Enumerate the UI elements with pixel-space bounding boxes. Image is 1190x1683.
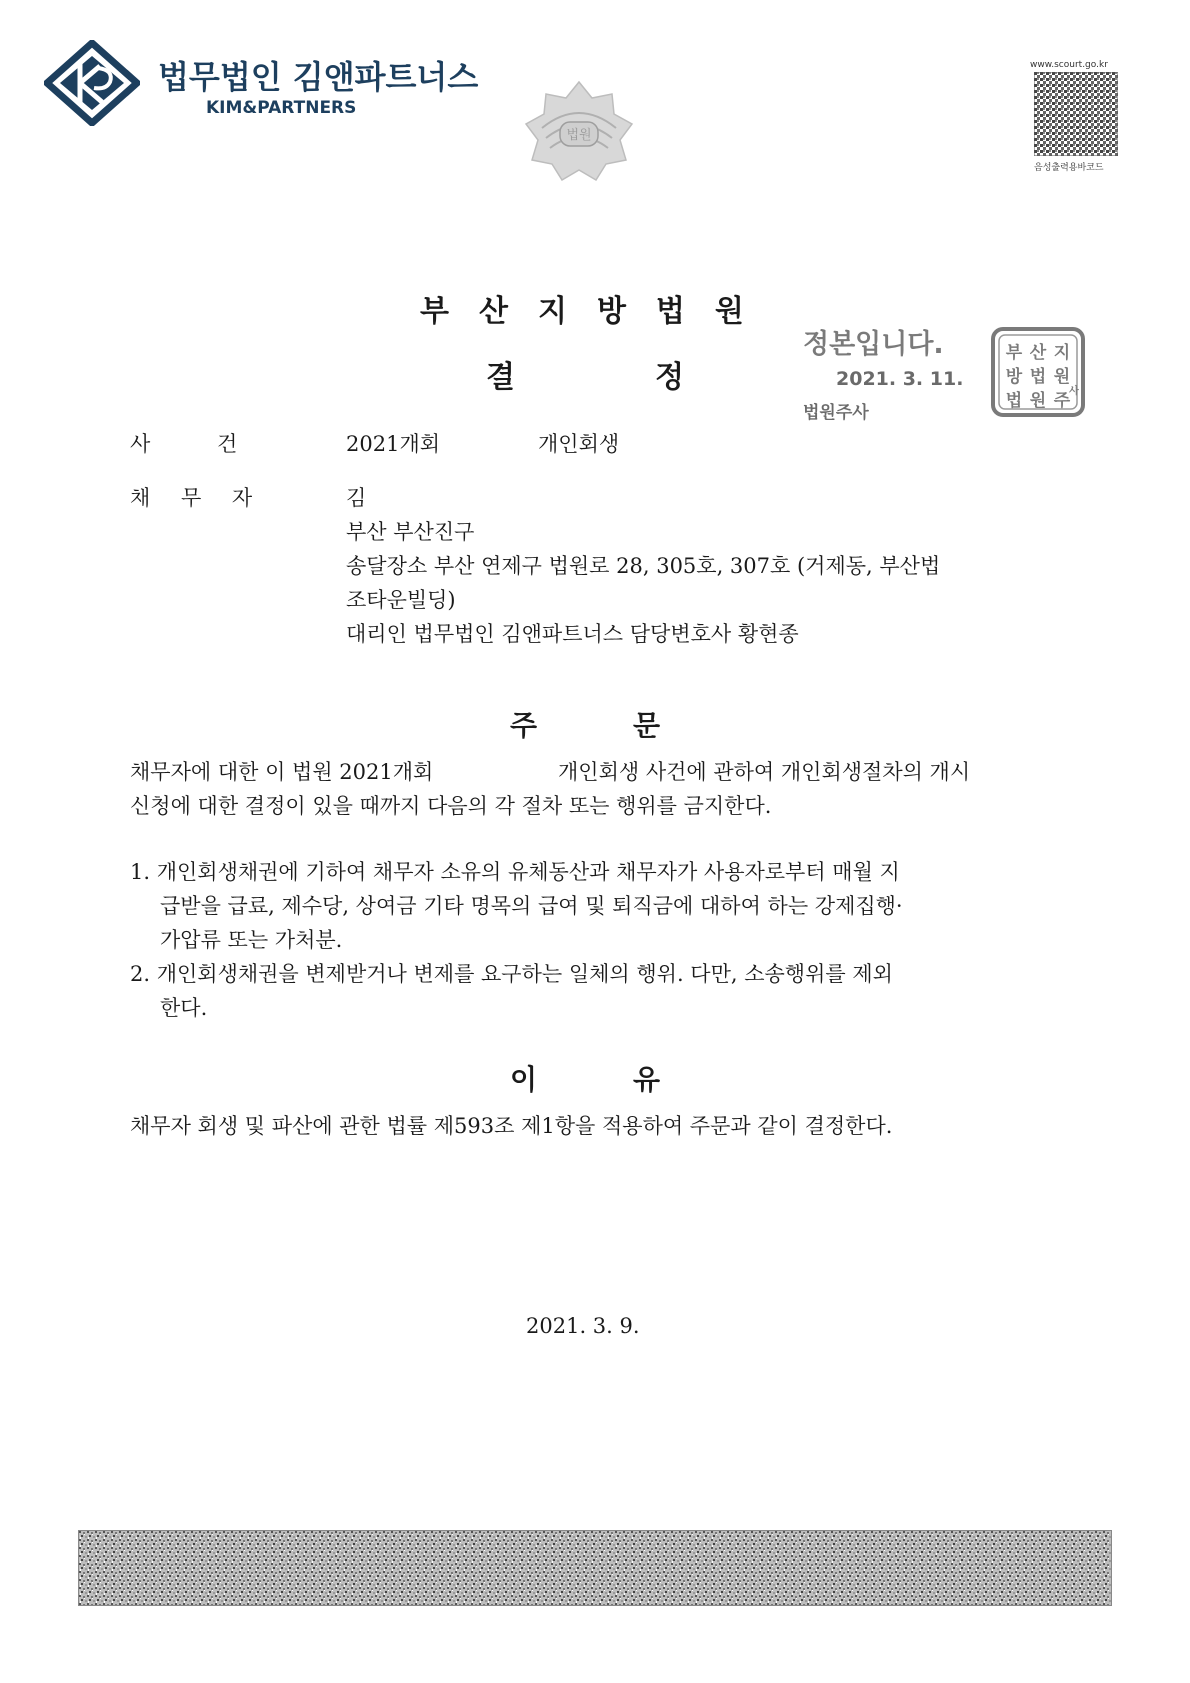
firm-name-english: KIM&PARTNERS (206, 98, 357, 118)
order-item-1-cont2: 가압류 또는 가처분. (160, 928, 343, 952)
scan-barcode-strip-icon (78, 1530, 1112, 1606)
order-intro-part1: 채무자에 대한 이 법원 2021개회 (130, 760, 434, 784)
order-intro-part2: 개인회생 사건에 관하여 개인회생절차의 개시 (558, 760, 971, 784)
firm-name-korean: 법무법인 김앤파트너스 (158, 58, 479, 96)
seal-char: 산 (1029, 343, 1047, 363)
order-item-1: 1. 개인회생채권에 기하여 채무자 소유의 유체동산과 채무자가 사용자로부터 매월 지 (130, 860, 900, 884)
order-intro-line2: 신청에 대한 결정이 있을 때까지 다음의 각 절차 또는 행위를 금지한다. (130, 794, 772, 818)
qr-url: www.scourt.go.kr (1030, 60, 1108, 70)
seal-char: 법 (1029, 367, 1047, 387)
seal-char: 주 (1053, 391, 1071, 411)
qr-caption: 음성출력용바코드 (1034, 163, 1104, 173)
seal-char: 부 (1005, 343, 1023, 363)
case-type: 개인회생 (538, 432, 620, 456)
document-type: 결정 (486, 360, 824, 395)
reason-heading: 이유 (510, 1063, 757, 1096)
order-item-2: 2. 개인회생채권을 변제받거나 변제를 요구하는 일체의 행위. 다만, 소송행위를 제외 (130, 962, 893, 986)
seal-char: 사 (1069, 386, 1079, 397)
seal-char: 법 (1005, 391, 1023, 411)
court-name: 부산지방법원 (420, 294, 774, 329)
case-label: 사 건 (130, 432, 238, 456)
qr-code-icon (1034, 72, 1118, 156)
order-item-1-cont: 급받을 급료, 제수당, 상여금 기타 명목의 급여 및 퇴직금에 대하여 하는 강제집행· (160, 894, 903, 918)
delivery-address: 송달장소 부산 연제구 법원로 28, 305호, 307호 (거제동, 부산법 (346, 554, 941, 578)
order-heading: 주문 (510, 709, 757, 742)
certification-date: 2021. 3. 11. (836, 368, 964, 390)
certification-officer: 법원주사 (803, 403, 869, 423)
certification-text: 정본입니다. (803, 329, 944, 360)
order-item-2-cont: 한다. (160, 996, 208, 1020)
seal-char: 원 (1053, 367, 1071, 387)
agent: 대리인 법무법인 김앤파트너스 담당변호사 황현종 (346, 622, 799, 646)
official-seal-icon (990, 326, 1086, 418)
decision-date: 2021. 3. 9. (526, 1314, 640, 1338)
seal-char: 방 (1005, 367, 1023, 387)
case-number: 2021개회 (346, 432, 441, 456)
seal-char: 지 (1053, 343, 1071, 363)
seal-char: 원 (1029, 391, 1047, 411)
debtor-label: 채 무 자 (130, 486, 253, 510)
emblem-label: 법원 (566, 128, 592, 143)
kp-diamond-logo-icon (44, 40, 140, 126)
debtor-name: 김 (346, 486, 367, 510)
delivery-address-cont: 조타운빌딩) (346, 588, 456, 612)
debtor-address: 부산 부산진구 (346, 520, 475, 544)
court-emblem-icon (522, 76, 636, 184)
reason-text: 채무자 회생 및 파산에 관한 법률 제593조 제1항을 적용하여 주문과 같이 결정한다. (130, 1114, 893, 1138)
